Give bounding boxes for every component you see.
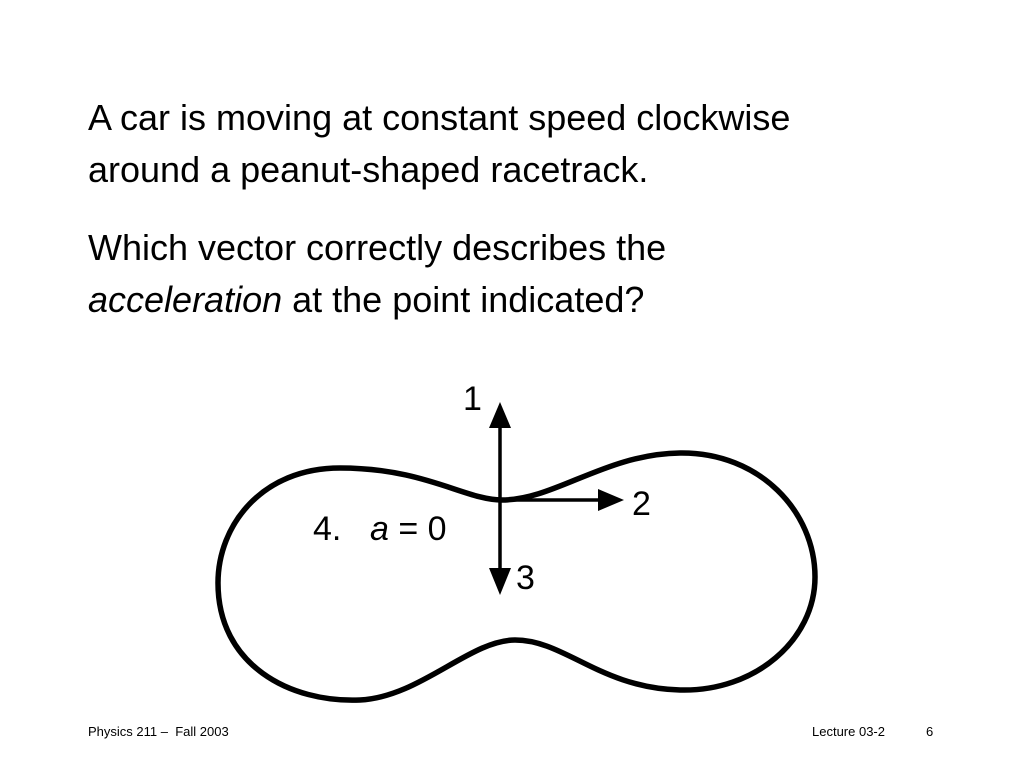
question-line-1: A car is moving at constant speed clockwise bbox=[88, 97, 791, 138]
option-4-equals-zero: = 0 bbox=[388, 510, 447, 548]
question-line-2: around a peanut-shaped racetrack. bbox=[88, 149, 649, 191]
label-3: 3 bbox=[516, 559, 535, 597]
vector-2-right bbox=[500, 489, 624, 511]
label-1: 1 bbox=[463, 380, 482, 418]
option-4-variable: a bbox=[370, 510, 389, 548]
footer-course: Physics 211 – Fall 2003 bbox=[88, 724, 229, 739]
vector-3-down bbox=[489, 500, 511, 595]
acceleration-word: acceleration bbox=[88, 279, 283, 321]
vector-1-up bbox=[489, 402, 511, 500]
question-line-3: Which vector correctly describes the bbox=[88, 227, 667, 268]
option-4-label bbox=[313, 510, 447, 548]
footer-page-number: 6 bbox=[926, 724, 934, 739]
label-2: 2 bbox=[632, 485, 651, 523]
option-4-number: 4. bbox=[313, 510, 342, 548]
question-line-4-rest: at the point indicated? bbox=[282, 279, 645, 321]
footer-lecture: Lecture 03-2 bbox=[812, 724, 885, 739]
